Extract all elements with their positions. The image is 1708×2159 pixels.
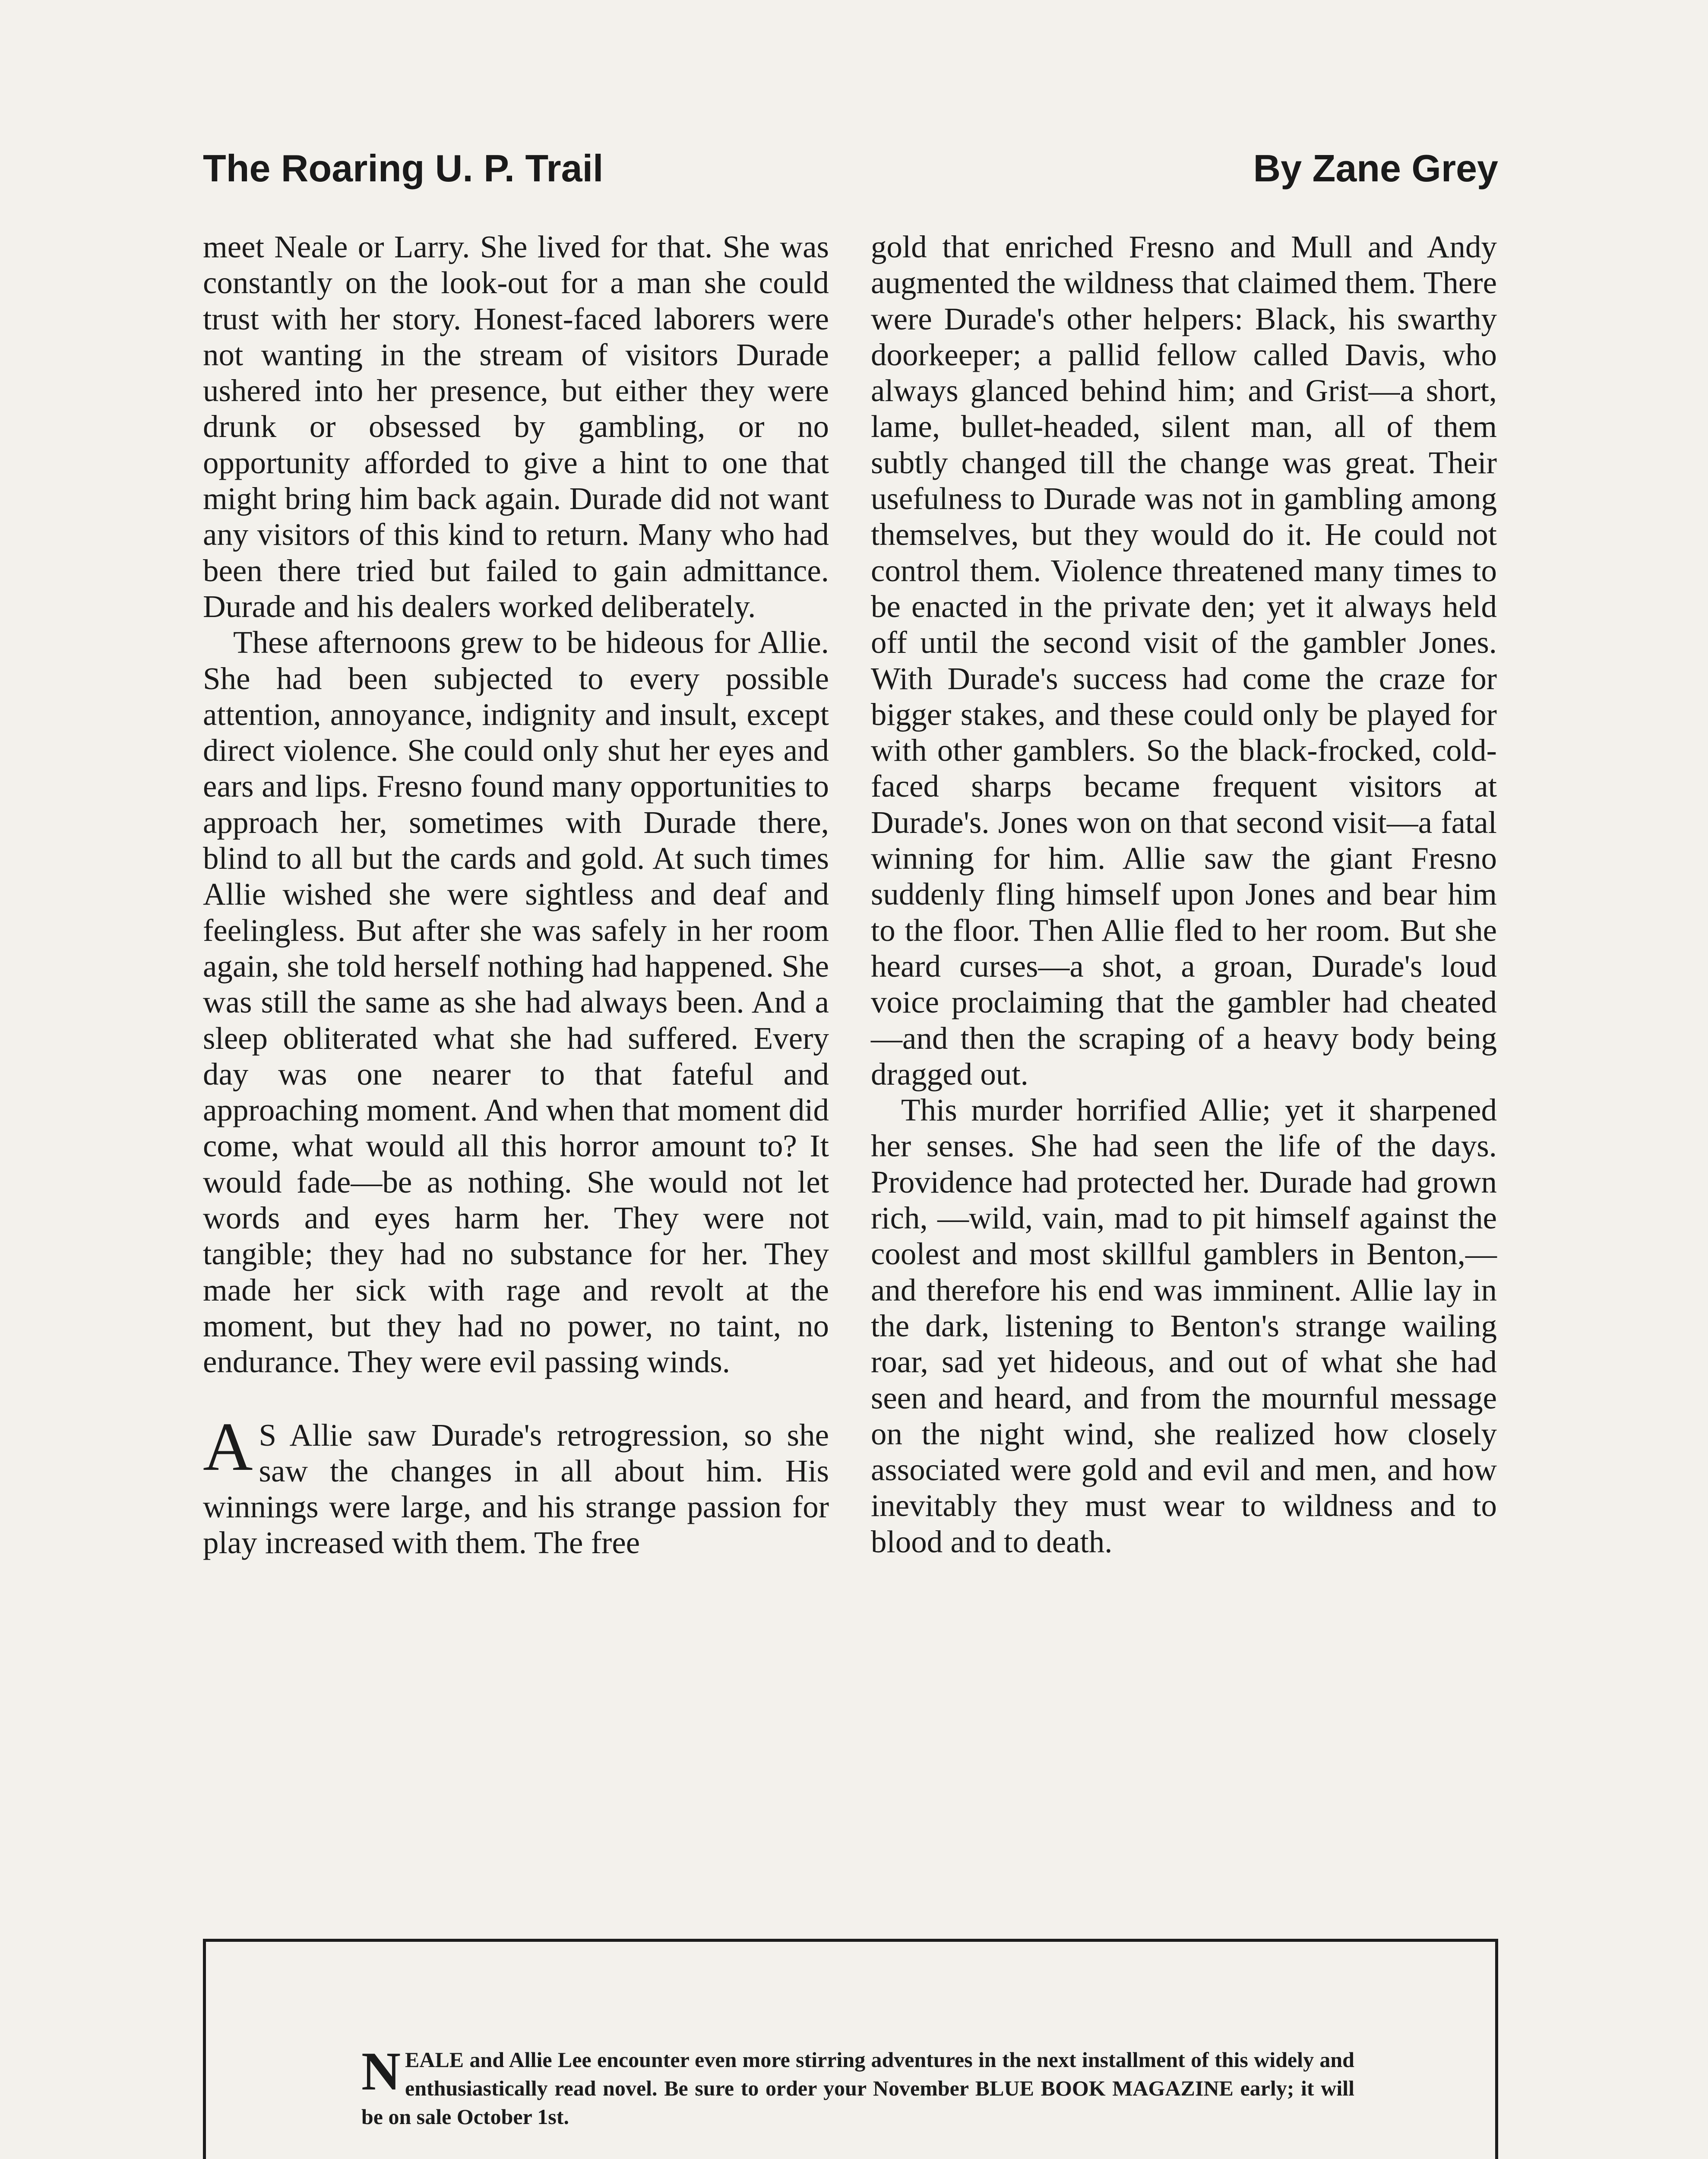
notice-drop-cap: N (361, 2042, 401, 2102)
drop-cap: A (203, 1408, 253, 1485)
notice-body: EALE and Allie Lee encounter even more stirring adventures in the next installment of this widely and enthusiastically read novel. Be sure to order your November BLUE BOOK MAGAZINE early; it will be on sale October 1st. (361, 2048, 1354, 2129)
notice-text (361, 2042, 1354, 2131)
paragraph-text: S Allie saw Durade's retrogression, so she saw the changes in all about him. His winnings were large, and his strange passion for play increased with them. The free (203, 1417, 829, 1561)
paragraph-continued: meet Neale or Larry. She lived for that. She was constantly on the look-out for a man she could trust with her story. Honest-faced laborers were not wanting in the stream of visitors Durade ushered into her presence, but either they were drunk or obsessed by gambling, or no opportunity afforded to give a hint to one that might bring him back again. Durade did not want any visitors of this kind to return. Many who had been there tried but failed to gain admittance. Durade and his dealers worked deliberately. (203, 229, 829, 624)
story-title: The Roaring U. P. Trail (203, 147, 604, 190)
next-installment-notice (203, 1939, 1498, 2159)
running-header (203, 142, 1498, 194)
right-column (871, 229, 1497, 1560)
paragraph-gold: gold that enriched Fresno and Mull and Andy augmented the wildness that claimed them. There were Durade's other helpers: Black, his swarthy doorkeeper; a pallid fellow called Davis, who always glanced behind him; and Grist—a short, lame, bullet-headed, silent man, all of them subtly changed till the change was great. Their usefulness to Durade was not in gambling among themselves, but they would do it. He could not control them. Violence threatened many times to be enacted in the private den; yet it always held off until the second visit of the gambler Jones. With Durade's success had come the craze for bigger stakes, and these could only be played for with other gamblers. So the black-frocked, cold-faced sharps became frequent visitors at Durade's. Jones won on that second visit—a fatal winning for him. Allie saw the giant Fresno suddenly fling himself upon Jones and bear him to the floor. Then Allie fled to her room. But she heard curses—a shot, a groan, Durade's loud voice proclaiming that the gambler had cheated—and then the scraping of a heavy body being dragged out. (871, 229, 1497, 1092)
paragraph-murder: This murder horrified Allie; yet it sharpened her senses. She had seen the life of the days. Providence had protected her. Durade had grown rich, —wild, vain, mad to pit himself against the coolest and most skillful gamblers in Benton,—and therefore his end was imminent. Allie lay in the dark, listening to Benton's strange wailing roar, sad yet hideous, and out of what she had seen and heard, and from the mournful message on the night wind, she realized how closely associated were gold and evil and men, and how inevitably they must wear to wildness and to blood and to death. (871, 1092, 1497, 1559)
paragraph-afternoons: These afternoons grew to be hideous for Allie. She had been subjected to every possible attention, annoyance, indignity and insult, except direct violence. She could only shut her eyes and ears and lips. Fresno found many opportunities to approach her, sometimes with Durade there, blind to all but the cards and gold. At such times Allie wished she were sightless and deaf and feelingless. But after she was safely in her room again, she told herself nothing had happened. She was still the same as she had always been. And a sleep obliterated what she had suffered. Every day was one nearer to that fateful and approaching moment. And when that moment did come, what would all this horror amount to? It would fade—be as nothing. She would not let words and eyes harm her. They were not tangible; they had no substance for her. They made her sick with rage and revolt at the moment, but they had no power, no taint, no endurance. They were evil passing winds. (203, 625, 829, 1380)
author-byline: By Zane Grey (1253, 147, 1498, 190)
paragraph-retrogression (203, 1408, 829, 1561)
left-column (203, 229, 829, 1561)
